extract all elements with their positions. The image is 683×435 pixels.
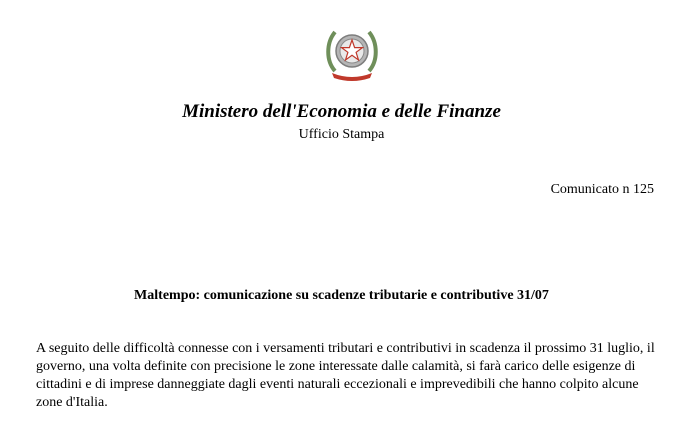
office-name: Ufficio Stampa <box>298 127 385 142</box>
italian-republic-emblem-icon <box>323 23 381 83</box>
comunicato-number: Comunicato n 125 <box>550 182 654 197</box>
document-title: Maltempo: comunicazione su scadenze tributarie e contributive 31/07 <box>134 288 549 303</box>
body-paragraph: A seguito delle difficoltà connesse con i versamenti tributari e contributivi in scadenza il prossimo 31 luglio, il governo, una volta definite con precisione le zone interessate dalle calamità, si farà carico delle esigenze di cittadini e di imprese danneggiate dagli eventi naturali eccezionali e imprevedibili che hanno colpito alcune zone d'Italia. <box>36 341 655 410</box>
ministry-name: Ministero dell'Economia e delle Finanze <box>182 101 501 122</box>
